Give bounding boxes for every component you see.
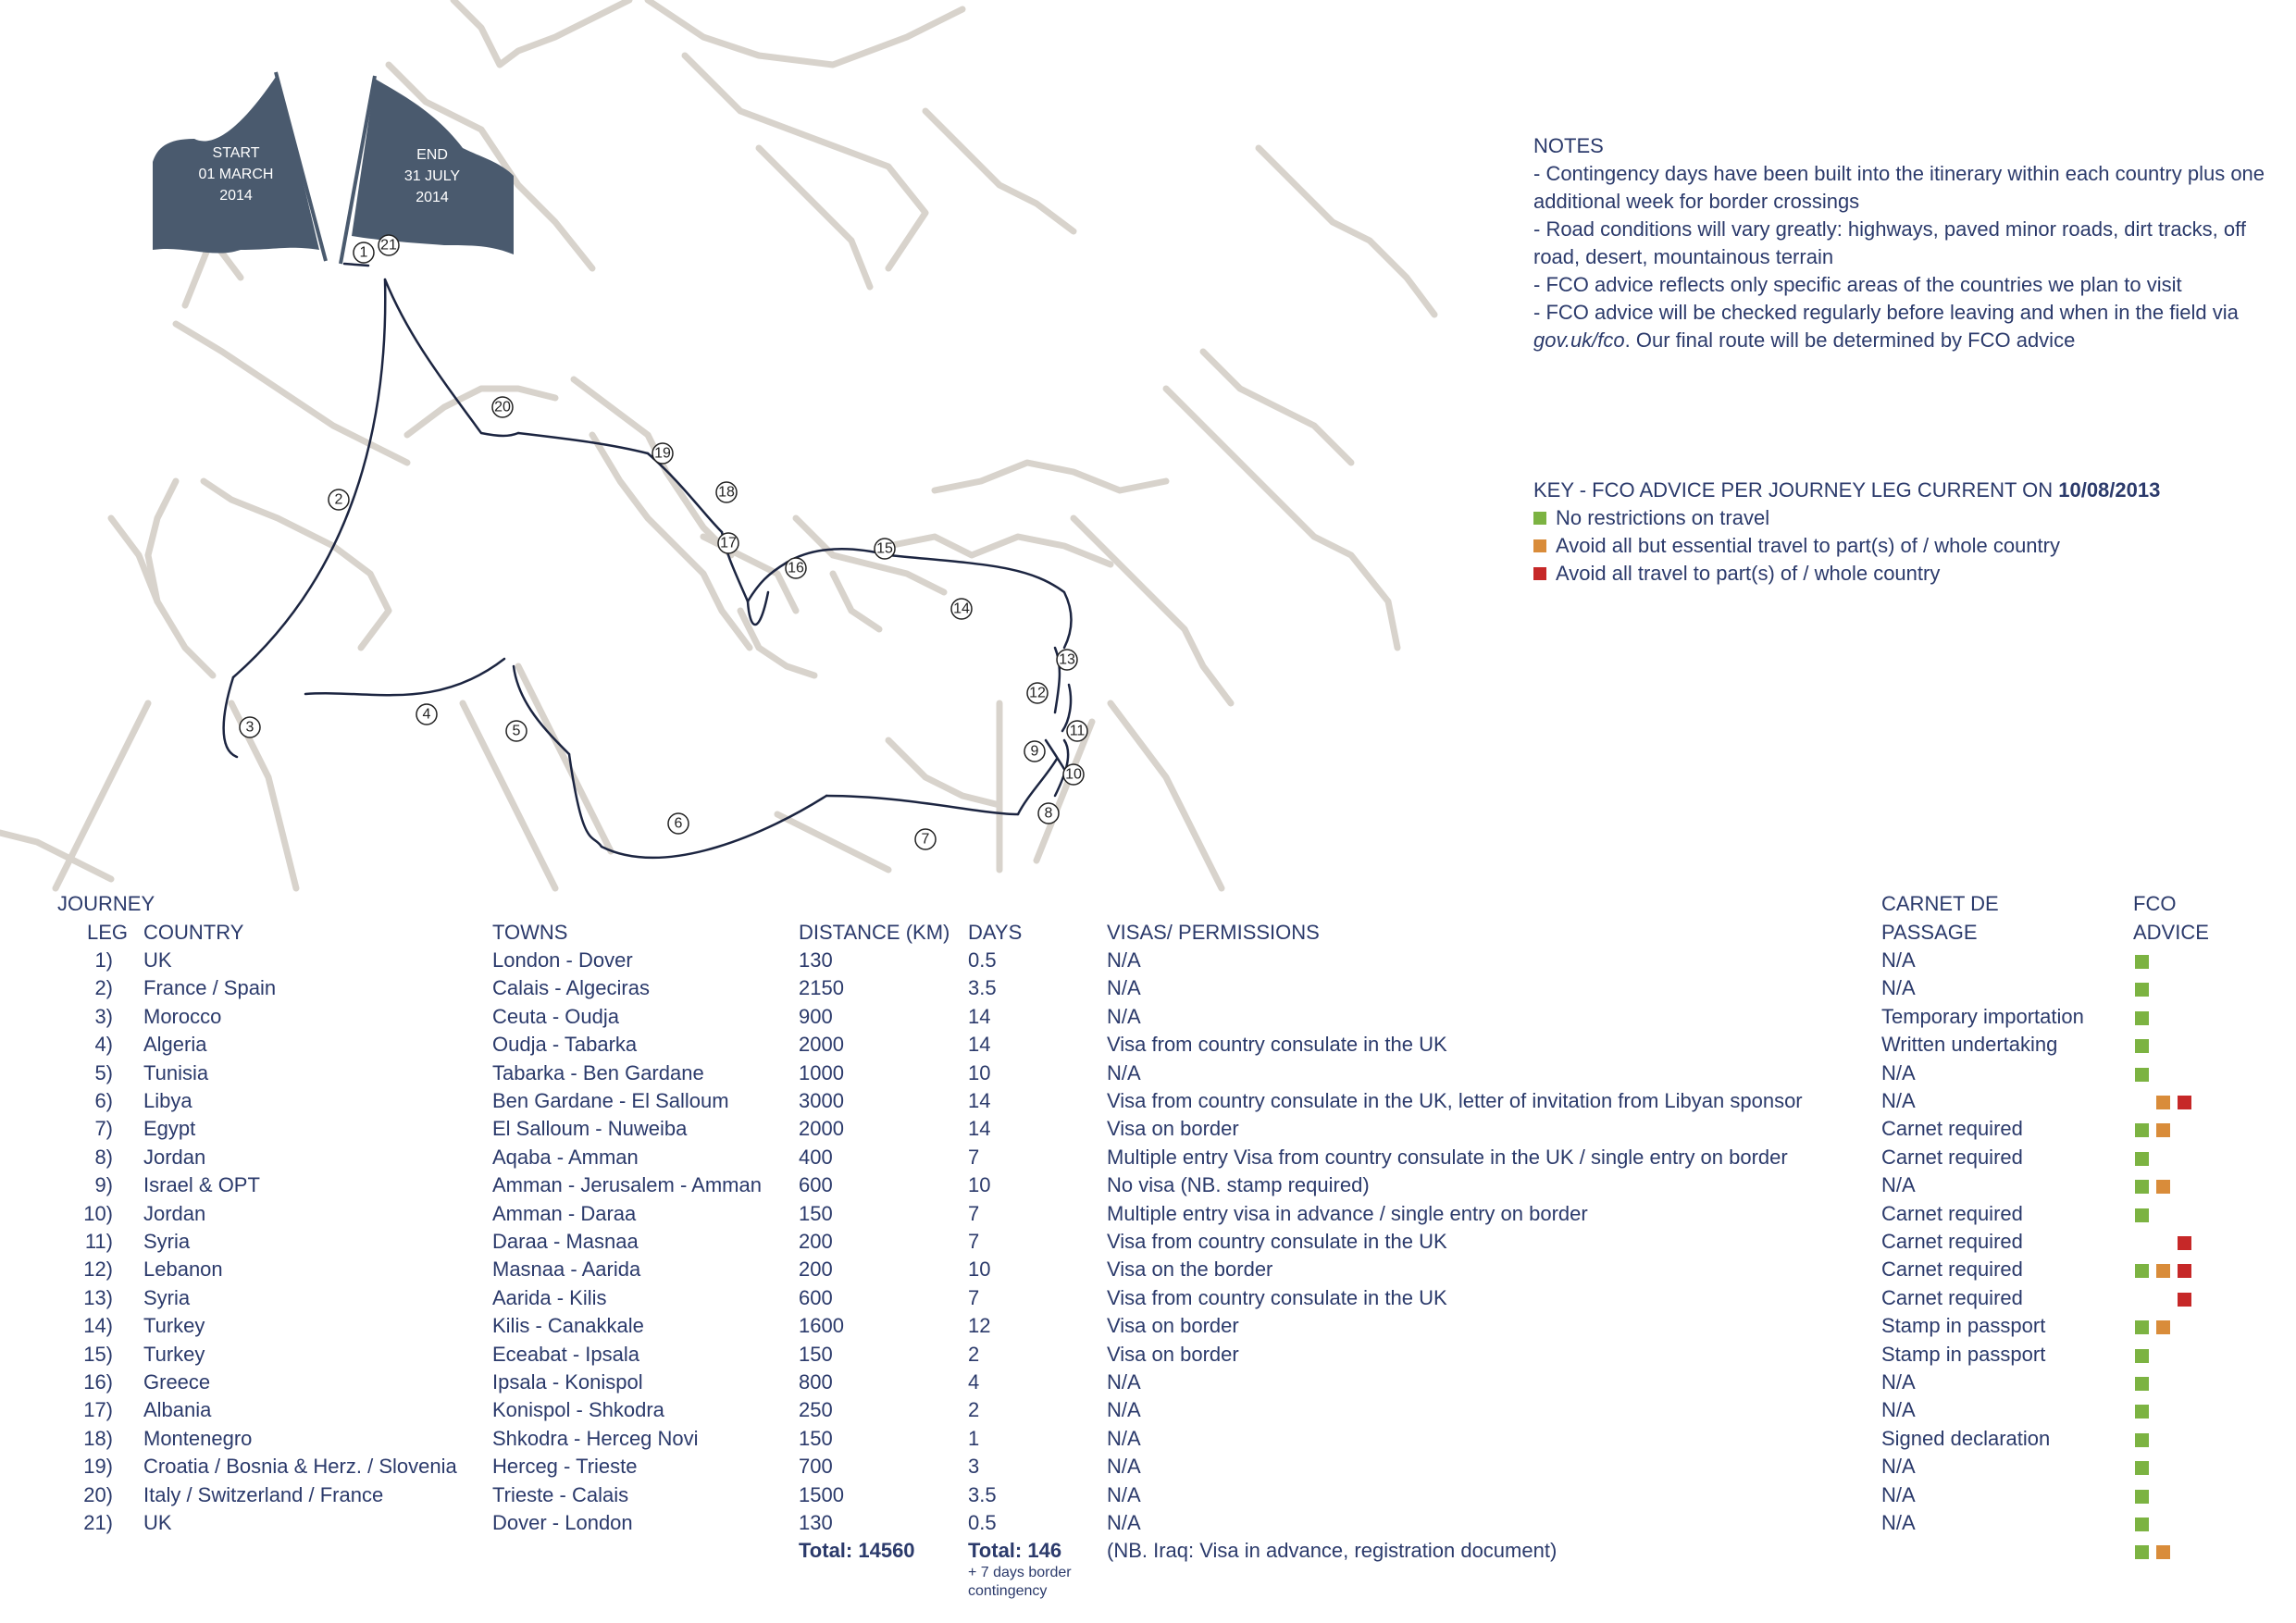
- cell-visas: Visa on border: [1107, 1117, 1239, 1141]
- cell-carnet: N/A: [1881, 1455, 1916, 1479]
- cell-visas: Visa from country consulate in the UK: [1107, 1033, 1447, 1057]
- table-row: [0, 1453, 2296, 1481]
- leg-marker-16: [786, 558, 806, 578]
- orange-advice-square-icon: [2156, 1264, 2170, 1278]
- cell-days: 3.5: [968, 976, 997, 1000]
- key-item-label: Avoid all but essential travel to part(s) of / whole country: [1556, 534, 2060, 557]
- header-days: DAYS: [968, 921, 1023, 944]
- cell-distance: 2000: [799, 1117, 844, 1141]
- cell-days: 4: [968, 1370, 980, 1394]
- cell-distance: 900: [799, 1004, 833, 1028]
- cell-country: Morocco: [143, 1004, 222, 1028]
- cell-carnet: N/A: [1881, 1060, 1916, 1084]
- cell-distance: 2150: [799, 976, 844, 1000]
- cell-carnet: Carnet required: [1881, 1145, 2023, 1169]
- leg-marker-9: [1024, 741, 1045, 762]
- cell-days: 7: [968, 1201, 980, 1225]
- leg-marker-11: [1067, 721, 1087, 741]
- cell-carnet: Written undertaking: [1881, 1033, 2058, 1057]
- cell-carnet: Carnet required: [1881, 1285, 2023, 1309]
- cell-days: 14: [968, 1089, 991, 1112]
- cell-distance: 1000: [799, 1060, 844, 1084]
- green-advice-square-icon: [2135, 1461, 2149, 1475]
- green-advice-square-icon: [2135, 1433, 2149, 1447]
- orange-advice-square-icon: [2156, 1545, 2170, 1559]
- cell-country: Lebanon: [143, 1258, 223, 1282]
- cell-country: Turkey: [143, 1314, 205, 1338]
- cell-country: Libya: [143, 1089, 192, 1112]
- green-advice-square-icon: [2135, 1405, 2149, 1419]
- cell-days: 14: [968, 1004, 991, 1028]
- cell-towns: Ceuta - Oudja: [492, 1004, 619, 1028]
- table-row: [0, 1115, 2296, 1143]
- leg-marker-label: 5: [512, 723, 521, 739]
- cell-distance: 400: [799, 1145, 833, 1169]
- cell-country: Albania: [143, 1398, 212, 1422]
- cell-distance: 150: [799, 1342, 833, 1366]
- start-flag-line3: 2014: [219, 188, 253, 204]
- cell-towns: Eceabat - Ipsala: [492, 1342, 639, 1366]
- cell-distance: 600: [799, 1173, 833, 1197]
- cell-country: Syria: [143, 1230, 191, 1253]
- cell-country: UK: [143, 948, 172, 972]
- leg-marker-label: 12: [1029, 685, 1046, 701]
- cell-towns: Shkodra - Herceg Novi: [492, 1426, 699, 1450]
- cell-visas: N/A: [1107, 1455, 1141, 1479]
- cell-distance: 800: [799, 1370, 833, 1394]
- cell-visas: N/A: [1107, 1426, 1141, 1450]
- cell-towns: El Salloum - Nuweiba: [492, 1117, 688, 1141]
- cell-leg: 18): [83, 1426, 113, 1450]
- table-row: [0, 947, 2296, 974]
- cell-towns: Herceg - Trieste: [492, 1455, 638, 1479]
- key-item-orange: [1533, 532, 2274, 560]
- leg-marker-label: 17: [720, 535, 737, 551]
- leg-marker-label: 2: [334, 491, 343, 508]
- green-advice-square-icon: [2135, 1264, 2149, 1278]
- header-country: COUNTRY: [143, 921, 244, 944]
- table-row: [0, 1171, 2296, 1199]
- leg-marker-7: [915, 829, 936, 849]
- cell-visas: N/A: [1107, 976, 1141, 1000]
- cell-towns: Amman - Jerusalem - Amman: [492, 1173, 762, 1197]
- green-advice-square-icon: [2135, 1490, 2149, 1504]
- cell-leg: 11): [84, 1230, 113, 1253]
- cell-towns: London - Dover: [492, 948, 633, 972]
- leg-marker-21: [379, 235, 399, 255]
- cell-towns: Trieste - Calais: [492, 1482, 629, 1506]
- cell-distance: 200: [799, 1230, 833, 1253]
- cell-leg: 17): [83, 1398, 113, 1422]
- cell-towns: Amman - Daraa: [492, 1201, 637, 1225]
- header-journey: JOURNEY: [57, 892, 155, 915]
- cell-leg: 9): [94, 1173, 113, 1197]
- leg-marker-label: 10: [1065, 766, 1082, 783]
- cell-distance: 250: [799, 1398, 833, 1422]
- cell-visas: Multiple entry Visa from country consulate in the UK / single entry on border: [1107, 1145, 1788, 1169]
- cell-towns: Aarida - Kilis: [492, 1285, 607, 1309]
- green-advice-square-icon: [2135, 983, 2149, 997]
- map-land-outlines: [0, 0, 1434, 888]
- red-advice-square-icon: [2178, 1264, 2191, 1278]
- total-days: Total: 146: [968, 1539, 1062, 1562]
- cell-leg: 5): [94, 1060, 113, 1084]
- key-title: [1533, 477, 2274, 504]
- red-advice-square-icon: [2178, 1293, 2191, 1307]
- cell-leg: 2): [94, 976, 113, 1000]
- cell-towns: Daraa - Masnaa: [492, 1230, 639, 1253]
- cell-days: 2: [968, 1398, 980, 1422]
- leg-marker-label: 8: [1044, 805, 1053, 822]
- leg-marker-label: 6: [674, 815, 683, 832]
- cell-days: 0.5: [968, 948, 997, 972]
- leg-marker-1: [354, 242, 374, 263]
- key-title-prefix: KEY - FCO ADVICE PER JOURNEY LEG CURRENT ON: [1533, 478, 2059, 502]
- cell-days: 3.5: [968, 1482, 997, 1506]
- green-advice-square-icon: [2135, 955, 2149, 969]
- cell-leg: 1): [94, 948, 113, 972]
- leg-marker-label: 3: [245, 719, 254, 736]
- days-contingency-line1: + 7 days border: [968, 1565, 1072, 1580]
- cell-leg: 10): [83, 1201, 113, 1225]
- cell-distance: 2000: [799, 1033, 844, 1057]
- cell-distance: 150: [799, 1201, 833, 1225]
- cell-country: Israel & OPT: [143, 1173, 260, 1197]
- leg-marker-label: 14: [953, 601, 970, 617]
- orange-square-icon: [1533, 539, 1546, 552]
- cell-leg: 15): [83, 1342, 113, 1366]
- end-flag-line3: 2014: [416, 190, 449, 205]
- leg-marker-12: [1027, 683, 1048, 703]
- table-row: [0, 1369, 2296, 1396]
- key-item-label: No restrictions on travel: [1556, 506, 1770, 529]
- end-flag-line1: END: [416, 147, 448, 163]
- cell-carnet: Carnet required: [1881, 1201, 2023, 1225]
- table-row: [0, 1087, 2296, 1115]
- cell-carnet: N/A: [1881, 1370, 1916, 1394]
- cell-towns: Masnaa - Aarida: [492, 1258, 641, 1282]
- cell-leg: 21): [83, 1511, 113, 1534]
- cell-distance: 130: [799, 1511, 833, 1534]
- cell-visas: Visa from country consulate in the UK, letter of invitation from Libyan sponsor: [1107, 1089, 1803, 1112]
- cell-visas: N/A: [1107, 1060, 1141, 1084]
- cell-carnet: N/A: [1881, 1173, 1916, 1197]
- orange-advice-square-icon: [2156, 1180, 2170, 1194]
- cell-country: Turkey: [143, 1342, 205, 1366]
- cell-country: Tunisia: [143, 1060, 209, 1084]
- green-advice-square-icon: [2135, 1039, 2149, 1053]
- cell-towns: Tabarka - Ben Gardane: [492, 1060, 704, 1084]
- header-carnet-line2: PASSAGE: [1881, 921, 1978, 944]
- leg-marker-3: [240, 717, 260, 737]
- cell-towns: Kilis - Canakkale: [492, 1314, 644, 1338]
- green-advice-square-icon: [2135, 1011, 2149, 1025]
- cell-days: 0.5: [968, 1511, 997, 1534]
- green-advice-square-icon: [2135, 1377, 2149, 1391]
- notes-item-4-suffix: . Our final route will be determined by FCO advice: [1624, 328, 2076, 352]
- cell-visas: N/A: [1107, 1370, 1141, 1394]
- header-visas: VISAS/ PERMISSIONS: [1107, 921, 1320, 944]
- cell-carnet: Carnet required: [1881, 1230, 2023, 1253]
- leg-marker-19: [652, 443, 673, 464]
- cell-carnet: Stamp in passport: [1881, 1314, 2046, 1338]
- green-advice-square-icon: [2135, 1180, 2149, 1194]
- cell-visas: Multiple entry visa in advance / single entry on border: [1107, 1201, 1588, 1225]
- cell-visas: N/A: [1107, 948, 1141, 972]
- leg-marker-label: 11: [1069, 723, 1086, 739]
- end-flag-line2: 31 JULY: [403, 168, 461, 184]
- cell-leg: 7): [94, 1117, 113, 1141]
- table-row: [0, 1425, 2296, 1453]
- notes-item-3: - FCO advice reflects only specific areas of the countries we plan to visit: [1533, 273, 2182, 296]
- cell-carnet: N/A: [1881, 1398, 1916, 1422]
- leg-marker-label: 19: [654, 445, 671, 462]
- cell-visas: Visa from country consulate in the UK: [1107, 1285, 1447, 1309]
- leg-markers: [240, 235, 1087, 849]
- cell-days: 7: [968, 1145, 980, 1169]
- red-advice-square-icon: [2178, 1236, 2191, 1250]
- leg-marker-17: [718, 533, 738, 553]
- cell-days: 7: [968, 1230, 980, 1253]
- green-advice-square-icon: [2135, 1068, 2149, 1082]
- cell-leg: 16): [83, 1370, 113, 1394]
- cell-distance: 130: [799, 948, 833, 972]
- header-towns: TOWNS: [492, 921, 568, 944]
- cell-days: 10: [968, 1060, 991, 1084]
- table-row: [0, 1509, 2296, 1537]
- cell-distance: 3000: [799, 1089, 844, 1112]
- cell-country: Greece: [143, 1370, 211, 1394]
- cell-carnet: N/A: [1881, 948, 1916, 972]
- route-map: [0, 0, 1444, 902]
- table-row: [0, 1228, 2296, 1256]
- notes-item-1: - Contingency days have been built into the itinerary within each country plus one additional week for border crossings: [1533, 162, 2265, 213]
- header-leg: LEG: [87, 921, 129, 944]
- cell-towns: Calais - Algeciras: [492, 976, 650, 1000]
- cell-carnet: Carnet required: [1881, 1258, 2023, 1282]
- cell-country: UK: [143, 1511, 172, 1534]
- cell-carnet: Signed declaration: [1881, 1426, 2051, 1450]
- key-item-label: Avoid all travel to part(s) of / whole country: [1556, 562, 1941, 585]
- fco-link[interactable]: gov.uk/fco: [1533, 328, 1625, 352]
- red-advice-square-icon: [2178, 1096, 2191, 1109]
- table-row: [0, 974, 2296, 1002]
- leg-marker-4: [416, 704, 437, 725]
- leg-marker-label: 18: [718, 484, 735, 501]
- cell-carnet: Stamp in passport: [1881, 1342, 2046, 1366]
- green-square-icon: [1533, 512, 1546, 525]
- cell-days: 3: [968, 1455, 980, 1479]
- green-advice-square-icon: [2135, 1320, 2149, 1334]
- cell-carnet: N/A: [1881, 976, 1916, 1000]
- table-row: [0, 1031, 2296, 1059]
- cell-country: Montenegro: [143, 1426, 253, 1450]
- table-row: [0, 1003, 2296, 1031]
- cell-country: Syria: [143, 1285, 191, 1309]
- cell-towns: Ipsala - Konispol: [492, 1370, 643, 1394]
- orange-advice-square-icon: [2156, 1123, 2170, 1137]
- cell-days: 14: [968, 1033, 991, 1057]
- cell-days: 2: [968, 1342, 980, 1366]
- cell-towns: Dover - London: [492, 1511, 633, 1534]
- cell-leg: 19): [83, 1455, 113, 1479]
- leg-marker-label: 21: [380, 237, 397, 254]
- total-distance: Total: 14560: [799, 1539, 915, 1562]
- leg-marker-label: 1: [359, 244, 368, 261]
- notes-item-4: [1533, 299, 2274, 354]
- leg-marker-label: 9: [1030, 743, 1039, 760]
- green-advice-square-icon: [2135, 1152, 2149, 1166]
- cell-visas: Visa from country consulate in the UK: [1107, 1230, 1447, 1253]
- cell-towns: Ben Gardane - El Salloum: [492, 1089, 729, 1112]
- cell-distance: 1500: [799, 1482, 844, 1506]
- table-row: [0, 1341, 2296, 1369]
- cell-distance: 150: [799, 1426, 833, 1450]
- orange-advice-square-icon: [2156, 1096, 2170, 1109]
- leg-marker-label: 4: [422, 706, 431, 723]
- leg-marker-label: 15: [876, 540, 893, 557]
- cell-days: 7: [968, 1285, 980, 1309]
- cell-towns: Oudja - Tabarka: [492, 1033, 638, 1057]
- cell-distance: 1600: [799, 1314, 844, 1338]
- leg-marker-2: [329, 489, 349, 510]
- cell-carnet: Temporary importation: [1881, 1004, 2084, 1028]
- cell-visas: Visa on border: [1107, 1342, 1239, 1366]
- cell-country: France / Spain: [143, 976, 277, 1000]
- leg-marker-18: [716, 482, 737, 502]
- cell-country: Algeria: [143, 1033, 207, 1057]
- leg-marker-label: 7: [921, 831, 930, 848]
- cell-country: Croatia / Bosnia & Herz. / Slovenia: [143, 1455, 457, 1479]
- leg-marker-15: [875, 539, 895, 559]
- cell-towns: Konispol - Shkodra: [492, 1398, 664, 1422]
- leg-marker-label: 20: [494, 399, 511, 415]
- cell-visas: N/A: [1107, 1004, 1141, 1028]
- table-row: [0, 1312, 2296, 1340]
- cell-distance: 200: [799, 1258, 833, 1282]
- header-fco-line1: FCO: [2133, 892, 2177, 915]
- cell-country: Jordan: [143, 1201, 206, 1225]
- cell-leg: 14): [83, 1314, 113, 1338]
- leg-marker-5: [506, 721, 527, 741]
- table-row: [0, 1059, 2296, 1087]
- cell-leg: 8): [94, 1145, 113, 1169]
- cell-leg: 13): [83, 1285, 113, 1309]
- key-item-green: [1533, 504, 2274, 532]
- green-advice-square-icon: [2135, 1545, 2149, 1559]
- green-advice-square-icon: [2135, 1349, 2149, 1363]
- leg-marker-10: [1063, 764, 1084, 785]
- green-advice-square-icon: [2135, 1518, 2149, 1531]
- start-flag-line1: START: [212, 145, 260, 161]
- cell-leg: 20): [83, 1482, 113, 1506]
- notes-item-2: - Road conditions will vary greatly: highways, paved minor roads, dirt tracks, off road, desert, mountainous terrain: [1533, 217, 2246, 268]
- cell-visas: N/A: [1107, 1511, 1141, 1534]
- cell-towns: Aqaba - Amman: [492, 1145, 639, 1169]
- leg-marker-label: 16: [788, 560, 804, 576]
- cell-carnet: N/A: [1881, 1482, 1916, 1506]
- cell-country: Italy / Switzerland / France: [143, 1482, 384, 1506]
- leg-marker-14: [951, 599, 972, 619]
- cell-days: 12: [968, 1314, 991, 1338]
- cell-days: 14: [968, 1117, 991, 1141]
- notes-item-4-prefix: - FCO advice will be checked regularly before leaving and when in the field via: [1533, 301, 2239, 324]
- cell-leg: 4): [94, 1033, 113, 1057]
- green-advice-square-icon: [2135, 1208, 2149, 1222]
- table-row: [0, 1284, 2296, 1312]
- header-fco-line2: ADVICE: [2133, 921, 2209, 944]
- cell-carnet: N/A: [1881, 1511, 1916, 1534]
- cell-distance: 600: [799, 1285, 833, 1309]
- leg-marker-8: [1038, 803, 1059, 824]
- red-square-icon: [1533, 567, 1546, 580]
- cell-days: 1: [968, 1426, 980, 1450]
- cell-leg: 3): [94, 1004, 113, 1028]
- totals-visa-note: (NB. Iraq: Visa in advance, registration document): [1107, 1539, 1558, 1562]
- start-flag: [153, 72, 326, 261]
- orange-advice-square-icon: [2156, 1320, 2170, 1334]
- table-row: [0, 1144, 2296, 1171]
- key-panel: [1533, 477, 2274, 588]
- leg-marker-label: 13: [1059, 651, 1075, 668]
- start-flag-line2: 01 MARCH: [198, 167, 274, 182]
- cell-carnet: N/A: [1881, 1089, 1916, 1112]
- cell-days: 10: [968, 1258, 991, 1282]
- leg-marker-6: [668, 813, 689, 834]
- cell-distance: 700: [799, 1455, 833, 1479]
- cell-visas: No visa (NB. stamp required): [1107, 1173, 1370, 1197]
- table-row: [0, 1481, 2296, 1509]
- cell-leg: 6): [94, 1089, 113, 1112]
- cell-visas: N/A: [1107, 1482, 1141, 1506]
- cell-visas: Visa on border: [1107, 1314, 1239, 1338]
- cell-country: Egypt: [143, 1117, 196, 1141]
- cell-country: Jordan: [143, 1145, 206, 1169]
- header-carnet-line1: CARNET DE: [1881, 892, 1999, 915]
- days-contingency-line2: contingency: [968, 1583, 1048, 1599]
- cell-visas: Visa on the border: [1107, 1258, 1273, 1282]
- cell-leg: 12): [83, 1258, 113, 1282]
- table-row: [0, 1256, 2296, 1283]
- table-row: [0, 1396, 2296, 1424]
- header-distance: DISTANCE (KM): [799, 921, 950, 944]
- notes-panel: [1533, 132, 2274, 354]
- notes-title: NOTES: [1533, 134, 1604, 157]
- key-title-date: 10/08/2013: [2058, 478, 2161, 502]
- key-item-red: [1533, 560, 2274, 588]
- leg-marker-13: [1057, 650, 1077, 670]
- cell-days: 10: [968, 1173, 991, 1197]
- table-row: [0, 1200, 2296, 1228]
- cell-carnet: Carnet required: [1881, 1117, 2023, 1141]
- cell-visas: N/A: [1107, 1398, 1141, 1422]
- green-advice-square-icon: [2135, 1123, 2149, 1137]
- leg-marker-20: [492, 397, 513, 417]
